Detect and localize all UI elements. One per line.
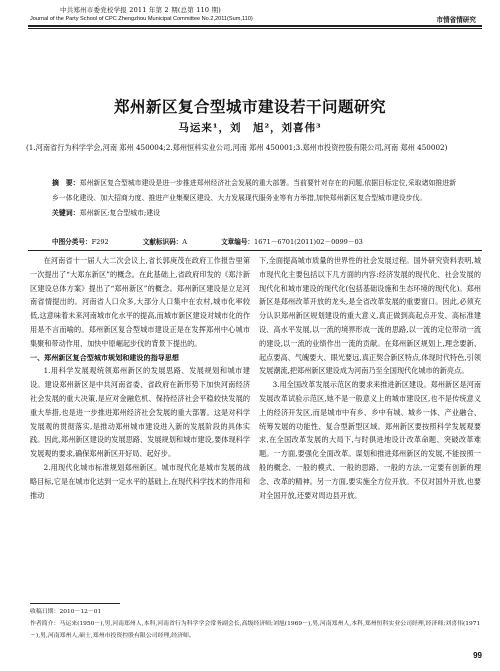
article-no-value: 1671－6701(2011)02－0099－03 (254, 238, 363, 246)
footnote (30, 606, 482, 642)
clc-value: F292 (91, 238, 109, 246)
header-rule-thin (28, 28, 482, 29)
abstract-label: 摘 要： (52, 179, 80, 187)
abstract-separator (28, 250, 482, 251)
article-no-label: 文章编号： (221, 238, 255, 246)
keywords (52, 206, 460, 221)
journal-title-en: Journal of the Party School of CPC Zhengzhou Municipal Committee No.2,2011(Sum,110) (30, 16, 253, 22)
document-code (143, 236, 187, 246)
classification-codes (52, 236, 363, 246)
abstract-text: 郑州新区复合型城市建设是进一步推进郑州经济社会发展的重大部署。当前要针对存在的问题,依据目标定位,采取诸如推进新乡一体化建设、加大招商力度、推进产业集聚区建设、大力发展现代服务业等有力举措,加快郑州新区复合型城市建设步伐。 (52, 179, 457, 202)
clc-label: 中图分类号： (52, 238, 92, 246)
page-number: 99 (473, 651, 482, 660)
article-title: 郑州新区复合型城市建设若干问题研究 (113, 98, 386, 116)
body-column-right (259, 254, 481, 502)
doc-code-label: 文献标识码： (142, 238, 183, 246)
journal-title-cn: 中共郑州市委党校学报 2011 年第 2 期(总第 110 期) (60, 6, 221, 14)
clc-code (52, 236, 109, 246)
body-paragraph: 3.用全国改革发展示范区的要求来推进新区建设。郑州新区是河南发展改革试验示范区,她不是一般意义上的城市建设区,也不是传统意义上的经济开发区,而是城市中有乡、乡中有城、城乡一体、产业融合、统筹发展的功能性、复合型新型区域。郑州新区要按照科学发展观要求,在全国改革发展的大局下,与时俱进地设计改革命题、突破改革难题。一方面,要强化全面改革。谋划和推进郑州新区的发展,不能按照一般的概念、一般的模式、一般的思路、一般的方法,一定要有创新的理念、改革的精神。另一方面,要实施全方位开放。不仅对国外开放,也要对全国开放,还要对周边县开放。 (259, 380, 481, 500)
body-paragraph: 在河南省十一届人大二次会议上,省长郭庚茂在政府工作报告里第一次提出了“大郑东新区”的概念。在此基础上,省政府印发的《郑汴新区建设总体方案》提出了“郑州新区”的概念。郑州新区建设是立足河南省情提出的。河南省人口众多,大部分人口集中在农村,城市化率较低,这意味着未来河南城市化水平的提高,而城市新区建设对城市化的作用是不言而喻的。郑州新区复合型城市建设正是在发挥郑州中心城市集聚和带动作用、加快中原崛起步伐的背景下提出的。 (30, 256, 250, 348)
footnote-rule (30, 603, 120, 604)
abstract (52, 176, 460, 206)
body-column-left (30, 254, 250, 502)
article-number (221, 236, 363, 246)
body-paragraph: 下,全面提高城市质量的世界性的社会发展过程。国外研究资料表明,城市现代化主要包括以下几方面的内容:经济发展的现代化、社会发展的现代化和城市建设的现代化(包括基础设施和生态环境的现代化)。郑州新区是郑州改革开放的龙头,是全省改革发展的重要窗口。因此,必须充分认识郑州新区规划建设的重大意义,真正做到高起点开发、高标准建设、高水平发展,以一流的境界形成一流的思路,以一流的定位带动一流的建设,以一流的业绩作出一流的贡献。在郑州新区规划上,理念要新、起点要高、气魄要大、眼光要远,真正契合新区特点,体现时代特色,引领发展潮流,把郑州新区建设成为河南乃至全国现代化城市的新亮点。 (259, 256, 481, 376)
keywords-text: 郑州新区;复合型城市;建设 (79, 209, 161, 217)
author-affiliation: (1.河南省行为科学学会,河南 郑州 450004;2.郑州恒科实业公司,河南 郑州 450001;3.郑州市投资控股有限公司,河南 郑州 450002) (26, 143, 448, 152)
abstract-block (52, 176, 460, 221)
body-paragraph: 2.用现代化城市标准规划郑州新区。城市现代化是城市发展的战略目标,它是在城市化达到一定水平的基础上,在现代科学技术的作用和推动 (30, 462, 250, 500)
article-authors: 马运来¹，刘 旭²，刘喜伟³ (178, 122, 322, 134)
body-paragraph: 1.用科学发展观统领郑州新区的发展思路、发展规划和城市建设。建设郑州新区是中共河南省委、省政府在新形势下加快河南经济社会发展的重大决策,是应对金融危机、保持经济社会平稳较快发展的重大举措,也是进一步推进郑州经济社会发展的重大部署。这是对科学发展观的贯彻落实,是推动郑州城市建设进入新的发展阶段的具体实践。因此,郑州新区建设的发展思路、发展规划和城市建设,要体现科学发展观的要求,确保郑州新区开好局、起好步。 (30, 366, 250, 459)
doc-code-value: A (182, 238, 188, 246)
received-date: 收稿日期：2010－12－01 (30, 609, 102, 615)
section-heading: 一、郑州新区复合型城市规划和建设的指导思想 (30, 352, 179, 362)
author-bio: 作者简介：马运来(1950－),男,河南郑州人,本科,河南省行为科学学会常务副会长,高级经济师;刘旭(1969－),男,河南郑州人,本科,郑州恒科实业公司经理,经济师;刘喜伟(1971－),男,河南郑州人,硕士,郑州市投资控股有限公司经理,经济师。 (30, 621, 481, 639)
section-tag: 市情省情研究 (436, 17, 476, 24)
keywords-label: 关键词： (52, 209, 80, 217)
header-rule-thick (28, 25, 482, 27)
